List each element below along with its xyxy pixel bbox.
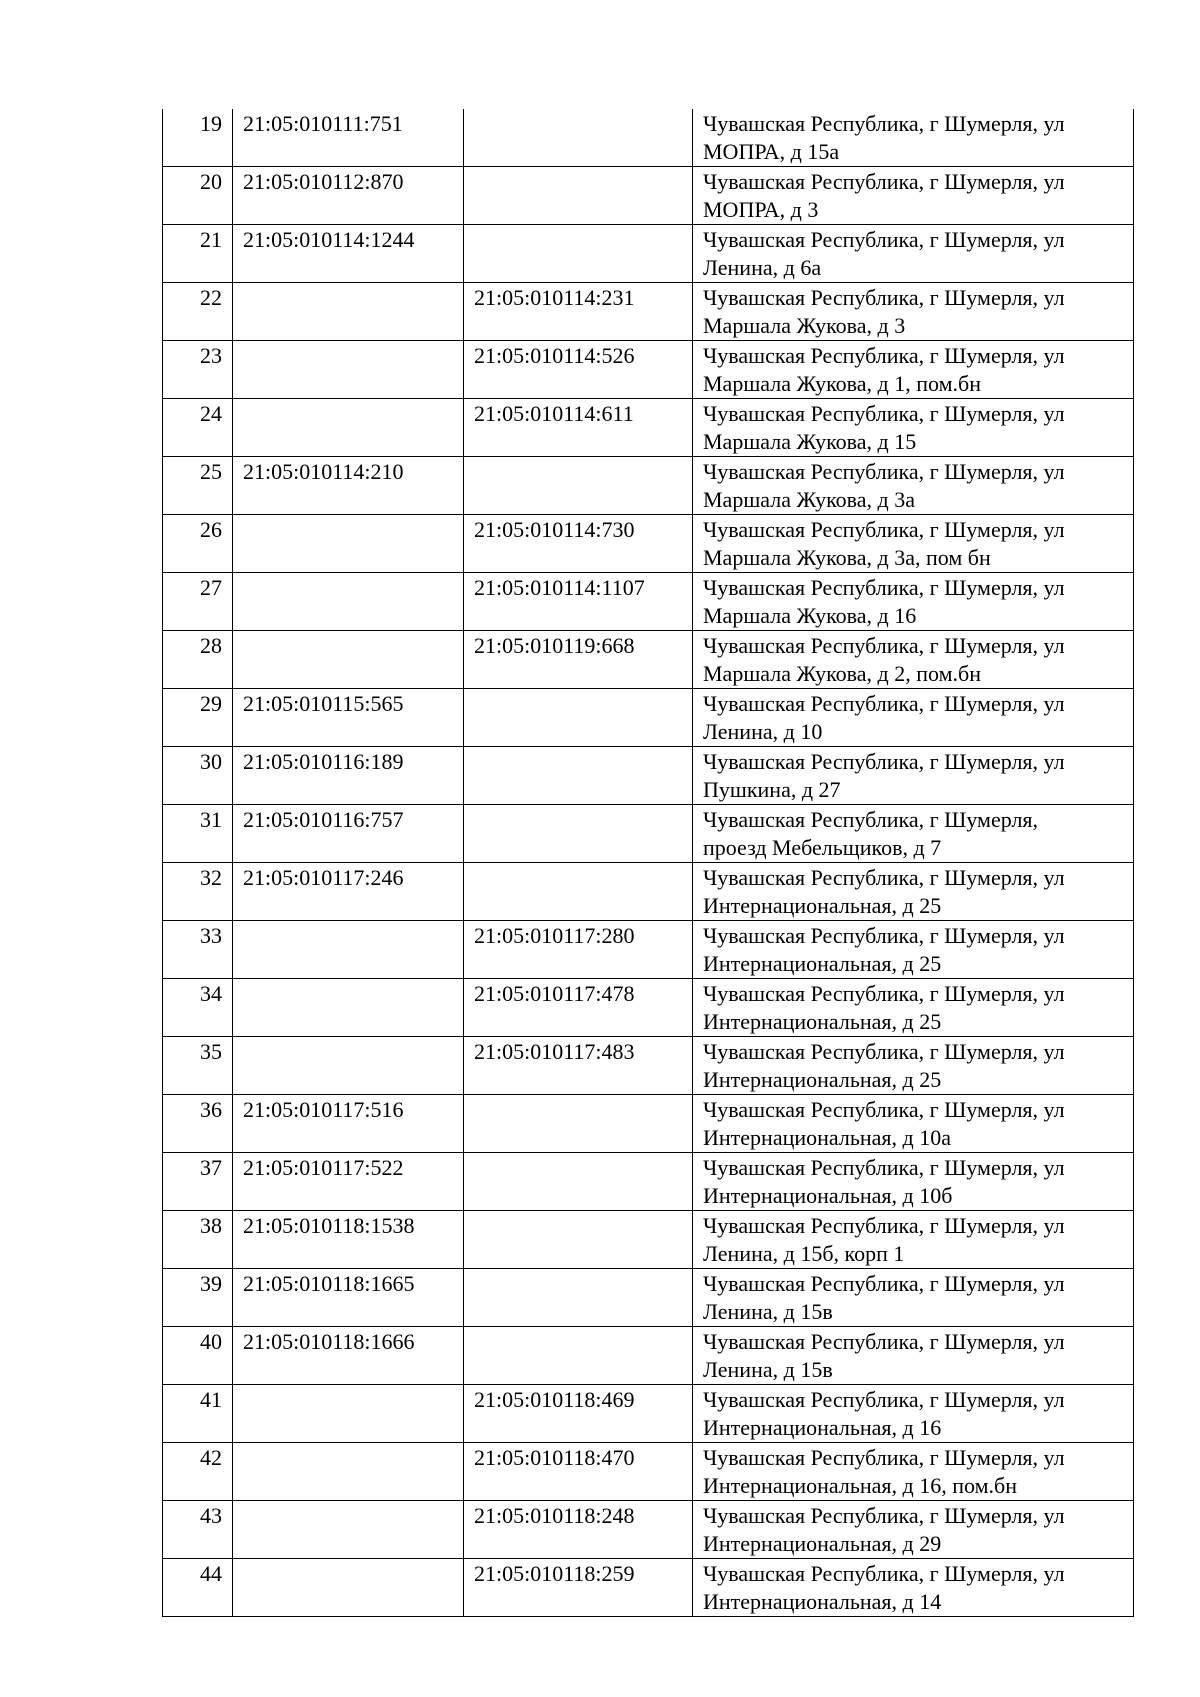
building-cadastral-number-cell: 21:05:010114:526 — [464, 341, 693, 399]
table-row — [163, 399, 1134, 457]
address-cell — [693, 631, 1134, 689]
building-cadastral-number-cell — [464, 1153, 693, 1211]
row-number-cell: 33 — [163, 921, 233, 979]
address-line: Маршала Жукова, д 3а, пом бн — [703, 545, 991, 570]
table-row — [163, 1269, 1134, 1327]
row-number-cell: 23 — [163, 341, 233, 399]
building-cadastral-number-cell — [464, 225, 693, 283]
row-number-cell: 34 — [163, 979, 233, 1037]
building-cadastral-number-cell: 21:05:010114:611 — [464, 399, 693, 457]
address-cell — [693, 689, 1134, 747]
address-line: МОПРА, д 3 — [703, 197, 819, 222]
address-cell — [693, 1501, 1134, 1559]
address-line: Чувашская Республика, г Шумерля, ул — [703, 343, 1065, 368]
address-line: проезд Мебельщиков, д 7 — [703, 835, 942, 860]
land-cadastral-number-cell: 21:05:010112:870 — [233, 167, 464, 225]
land-cadastral-number-cell — [233, 573, 464, 631]
address-cell — [693, 341, 1134, 399]
address-line: Интернациональная, д 25 — [703, 951, 942, 976]
row-number-cell: 21 — [163, 225, 233, 283]
row-number-cell: 28 — [163, 631, 233, 689]
row-number-cell: 41 — [163, 1385, 233, 1443]
land-cadastral-number-cell: 21:05:010116:189 — [233, 747, 464, 805]
table-row — [163, 979, 1134, 1037]
row-number-cell: 38 — [163, 1211, 233, 1269]
address-line: Чувашская Республика, г Шумерля, ул — [703, 633, 1065, 658]
address-line: Чувашская Республика, г Шумерля, ул — [703, 575, 1065, 600]
land-cadastral-number-cell: 21:05:010115:565 — [233, 689, 464, 747]
row-number-cell: 40 — [163, 1327, 233, 1385]
row-number-cell: 43 — [163, 1501, 233, 1559]
address-cell — [693, 1443, 1134, 1501]
table-row — [163, 457, 1134, 515]
building-cadastral-number-cell: 21:05:010118:259 — [464, 1559, 693, 1617]
row-number-cell: 25 — [163, 457, 233, 515]
building-cadastral-number-cell: 21:05:010118:248 — [464, 1501, 693, 1559]
building-cadastral-number-cell: 21:05:010117:280 — [464, 921, 693, 979]
table-row — [163, 1443, 1134, 1501]
land-cadastral-number-cell — [233, 283, 464, 341]
address-line: Интернациональная, д 29 — [703, 1531, 942, 1556]
row-number-cell: 39 — [163, 1269, 233, 1327]
table-row — [163, 1385, 1134, 1443]
row-number-cell: 44 — [163, 1559, 233, 1617]
address-line: Чувашская Республика, г Шумерля, ул — [703, 1387, 1065, 1412]
address-line: Ленина, д 10 — [703, 719, 823, 744]
table-row — [163, 805, 1134, 863]
address-line: Чувашская Республика, г Шумерля, ул — [703, 1039, 1065, 1064]
building-cadastral-number-cell: 21:05:010118:470 — [464, 1443, 693, 1501]
table-body — [163, 109, 1134, 1617]
row-number-cell: 32 — [163, 863, 233, 921]
row-number-cell: 36 — [163, 1095, 233, 1153]
address-line: Чувашская Республика, г Шумерля, ул — [703, 459, 1065, 484]
address-cell — [693, 863, 1134, 921]
address-line: Чувашская Республика, г Шумерля, ул — [703, 1329, 1065, 1354]
address-cell — [693, 1153, 1134, 1211]
row-number-cell: 19 — [163, 109, 233, 167]
address-line: Чувашская Республика, г Шумерля, ул — [703, 981, 1065, 1006]
address-line: Чувашская Республика, г Шумерля, ул — [703, 1445, 1065, 1470]
land-cadastral-number-cell — [233, 515, 464, 573]
address-cell — [693, 457, 1134, 515]
table-row — [163, 109, 1134, 167]
address-line: Чувашская Республика, г Шумерля, ул — [703, 749, 1065, 774]
land-cadastral-number-cell: 21:05:010117:522 — [233, 1153, 464, 1211]
building-cadastral-number-cell — [464, 167, 693, 225]
table-row — [163, 863, 1134, 921]
table-row — [163, 1095, 1134, 1153]
address-line: Чувашская Республика, г Шумерля, ул — [703, 1503, 1065, 1528]
land-cadastral-number-cell: 21:05:010116:757 — [233, 805, 464, 863]
building-cadastral-number-cell: 21:05:010117:478 — [464, 979, 693, 1037]
land-cadastral-number-cell — [233, 1037, 464, 1095]
land-cadastral-number-cell — [233, 979, 464, 1037]
building-cadastral-number-cell: 21:05:010114:1107 — [464, 573, 693, 631]
land-cadastral-number-cell — [233, 1385, 464, 1443]
land-cadastral-number-cell: 21:05:010118:1538 — [233, 1211, 464, 1269]
address-line: Маршала Жукова, д 3 — [703, 313, 906, 338]
address-line: Ленина, д 15б, корп 1 — [703, 1241, 905, 1266]
address-line: Маршала Жукова, д 1, пом.бн — [703, 371, 981, 396]
row-number-cell: 29 — [163, 689, 233, 747]
address-line: Интернациональная, д 25 — [703, 1067, 942, 1092]
address-line: Маршала Жукова, д 15 — [703, 429, 917, 454]
row-number-cell: 22 — [163, 283, 233, 341]
table-row — [163, 1559, 1134, 1617]
table-row — [163, 573, 1134, 631]
address-cell — [693, 1385, 1134, 1443]
building-cadastral-number-cell: 21:05:010119:668 — [464, 631, 693, 689]
address-cell — [693, 805, 1134, 863]
table-row — [163, 631, 1134, 689]
building-cadastral-number-cell — [464, 747, 693, 805]
building-cadastral-number-cell — [464, 457, 693, 515]
building-cadastral-number-cell: 21:05:010114:231 — [464, 283, 693, 341]
address-line: Чувашская Республика, г Шумерля, — [703, 807, 1039, 832]
address-cell — [693, 167, 1134, 225]
address-line: Чувашская Республика, г Шумерля, ул — [703, 401, 1065, 426]
table-row — [163, 921, 1134, 979]
land-cadastral-number-cell: 21:05:010118:1666 — [233, 1327, 464, 1385]
address-cell — [693, 515, 1134, 573]
address-line: Чувашская Республика, г Шумерля, ул — [703, 227, 1065, 252]
land-cadastral-number-cell: 21:05:010117:516 — [233, 1095, 464, 1153]
building-cadastral-number-cell — [464, 109, 693, 167]
row-number-cell: 30 — [163, 747, 233, 805]
address-line: Маршала Жукова, д 2, пом.бн — [703, 661, 981, 686]
building-cadastral-number-cell — [464, 863, 693, 921]
table-row — [163, 1153, 1134, 1211]
building-cadastral-number-cell — [464, 805, 693, 863]
land-cadastral-number-cell: 21:05:010111:751 — [233, 109, 464, 167]
row-number-cell: 20 — [163, 167, 233, 225]
row-number-cell: 42 — [163, 1443, 233, 1501]
address-cell — [693, 979, 1134, 1037]
address-line: Интернациональная, д 25 — [703, 893, 942, 918]
table-row — [163, 167, 1134, 225]
address-line: МОПРА, д 15а — [703, 139, 840, 164]
address-line: Маршала Жукова, д 16 — [703, 603, 917, 628]
address-line: Интернациональная, д 10б — [703, 1183, 953, 1208]
table-row — [163, 1211, 1134, 1269]
row-number-cell: 24 — [163, 399, 233, 457]
address-cell — [693, 1211, 1134, 1269]
building-cadastral-number-cell — [464, 689, 693, 747]
table-row — [163, 283, 1134, 341]
address-line: Чувашская Республика, г Шумерля, ул — [703, 1213, 1065, 1238]
land-cadastral-number-cell — [233, 631, 464, 689]
address-line: Чувашская Республика, г Шумерля, ул — [703, 691, 1065, 716]
address-cell — [693, 573, 1134, 631]
address-line: Интернациональная, д 14 — [703, 1589, 942, 1614]
address-line: Маршала Жукова, д 3а — [703, 487, 915, 512]
row-number-cell: 31 — [163, 805, 233, 863]
land-cadastral-number-cell: 21:05:010117:246 — [233, 863, 464, 921]
address-line: Чувашская Республика, г Шумерля, ул — [703, 285, 1065, 310]
address-line: Ленина, д 6а — [703, 255, 822, 280]
address-line: Ленина, д 15в — [703, 1299, 833, 1324]
building-cadastral-number-cell: 21:05:010118:469 — [464, 1385, 693, 1443]
address-line: Чувашская Республика, г Шумерля, ул — [703, 1561, 1065, 1586]
address-line: Пушкина, д 27 — [703, 777, 841, 802]
table-row — [163, 689, 1134, 747]
building-cadastral-number-cell — [464, 1211, 693, 1269]
address-cell — [693, 225, 1134, 283]
table-row — [163, 1501, 1134, 1559]
row-number-cell: 26 — [163, 515, 233, 573]
building-cadastral-number-cell: 21:05:010114:730 — [464, 515, 693, 573]
address-line: Чувашская Республика, г Шумерля, ул — [703, 1097, 1065, 1122]
building-cadastral-number-cell — [464, 1327, 693, 1385]
land-cadastral-number-cell — [233, 921, 464, 979]
land-cadastral-number-cell — [233, 1501, 464, 1559]
address-cell — [693, 1327, 1134, 1385]
address-cell — [693, 1095, 1134, 1153]
land-cadastral-number-cell — [233, 399, 464, 457]
address-line: Чувашская Республика, г Шумерля, ул — [703, 1271, 1065, 1296]
row-number-cell: 35 — [163, 1037, 233, 1095]
land-cadastral-number-cell: 21:05:010114:210 — [233, 457, 464, 515]
address-line: Чувашская Республика, г Шумерля, ул — [703, 865, 1065, 890]
address-line: Чувашская Республика, г Шумерля, ул — [703, 111, 1065, 136]
address-cell — [693, 921, 1134, 979]
address-cell — [693, 747, 1134, 805]
address-line: Чувашская Республика, г Шумерля, ул — [703, 1155, 1065, 1180]
table-row — [163, 515, 1134, 573]
cadastral-table — [162, 109, 1134, 1617]
address-line: Ленина, д 15в — [703, 1357, 833, 1382]
building-cadastral-number-cell: 21:05:010117:483 — [464, 1037, 693, 1095]
address-line: Чувашская Республика, г Шумерля, ул — [703, 517, 1065, 542]
land-cadastral-number-cell — [233, 1443, 464, 1501]
table-row — [163, 747, 1134, 805]
table-row — [163, 225, 1134, 283]
land-cadastral-number-cell: 21:05:010118:1665 — [233, 1269, 464, 1327]
address-line: Интернациональная, д 16, пом.бн — [703, 1473, 1017, 1498]
address-line: Интернациональная, д 25 — [703, 1009, 942, 1034]
building-cadastral-number-cell — [464, 1269, 693, 1327]
address-cell — [693, 109, 1134, 167]
address-line: Чувашская Республика, г Шумерля, ул — [703, 923, 1065, 948]
land-cadastral-number-cell — [233, 341, 464, 399]
address-cell — [693, 1037, 1134, 1095]
address-cell — [693, 399, 1134, 457]
address-cell — [693, 1269, 1134, 1327]
address-cell — [693, 1559, 1134, 1617]
address-line: Чувашская Республика, г Шумерля, ул — [703, 169, 1065, 194]
row-number-cell: 37 — [163, 1153, 233, 1211]
table-row — [163, 341, 1134, 399]
table-row — [163, 1327, 1134, 1385]
address-line: Интернациональная, д 16 — [703, 1415, 942, 1440]
address-cell — [693, 283, 1134, 341]
address-line: Интернациональная, д 10а — [703, 1125, 951, 1150]
table-row — [163, 1037, 1134, 1095]
land-cadastral-number-cell — [233, 1559, 464, 1617]
land-cadastral-number-cell: 21:05:010114:1244 — [233, 225, 464, 283]
row-number-cell: 27 — [163, 573, 233, 631]
building-cadastral-number-cell — [464, 1095, 693, 1153]
